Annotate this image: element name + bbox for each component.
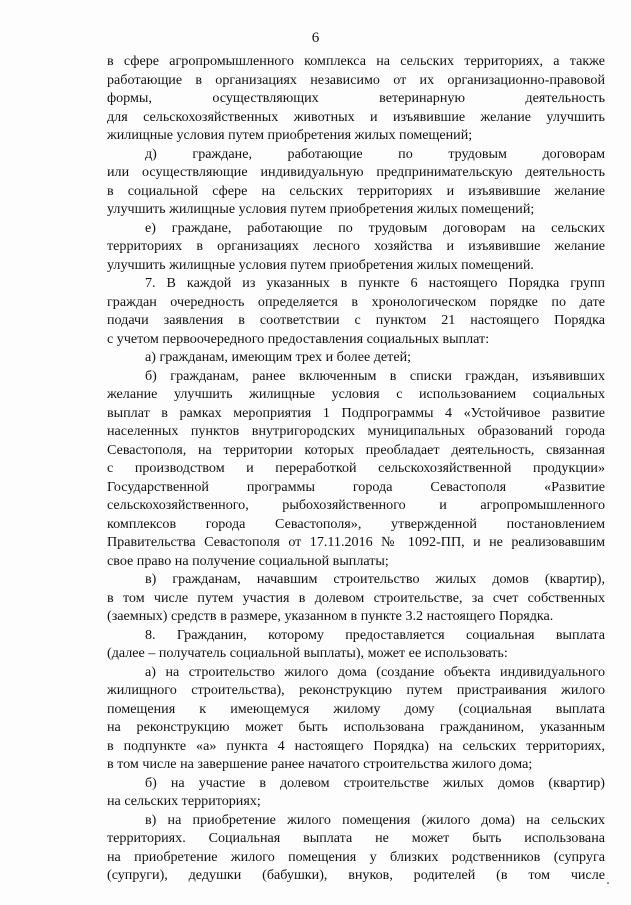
text-line: Государственной программы города Севастополя «Развитие (107, 478, 605, 495)
text-line: а) на строительство жилого дома (создание объекта индивидуального (145, 663, 605, 680)
text-line: на сельских территориях; (107, 793, 261, 809)
text-line: территориях в организациях лесного хозяйства и изъявившие желание (107, 238, 605, 254)
text-line: (далее – получатель социальной выплаты), может ее использовать: (107, 645, 508, 661)
text-line: или осуществляющие индивидуальную предпринимательскую деятельность (107, 164, 605, 180)
text-line: Правительства Севастополя от 17.11.2016 № 1092-ПП, и не реализовавшим (107, 534, 605, 550)
text-line: 7. В каждой из указанных в пункте 6 настоящего Порядка групп (145, 275, 605, 291)
text-line: б) гражданам, ранее включенным в списки граждан, изъявивших (145, 367, 605, 384)
text-line: жилищные условия путем приобретения жилых помещений; (107, 127, 473, 143)
text-line: в социальной сфере на сельских территориях и изъявившие желание (107, 182, 605, 199)
text-line: сельскохозяйственного, рыбохозяйственного и агропромышленного (107, 497, 605, 513)
text-line: территориях. Социальная выплата не может быть использована (107, 830, 605, 846)
text-line: б) на участие в долевом строительстве жилых домов (квартир) (145, 774, 605, 791)
text-line: формы, осуществляющих ветеринарную деятельность (107, 90, 605, 106)
text-line: на приобретение жилого помещения у близких родственников (супруга (107, 848, 605, 865)
text-line: улучшить жилищные условия путем приобретения жилых помещений; (107, 201, 535, 217)
text-line: д) граждане, работающие по трудовым договорам (145, 145, 605, 162)
scan-speck (607, 882, 609, 884)
text-line: а) гражданам, имеющим трех и более детей; (145, 349, 412, 365)
text-line: помещения к имеющемуся жилому дому (социальная выплата (107, 700, 605, 717)
text-line: в том числе путем участия в долевом строительстве, за счет собственных (107, 589, 605, 606)
text-line: на реконструкцию может быть использована гражданином, указанным (107, 719, 605, 735)
text-line: выплат в рамках мероприятия 1 Подпрограммы 4 «Устойчивое развитие (107, 404, 605, 421)
text-line: с учетом первоочередного предоставления социальных выплат: (107, 330, 490, 347)
text-line: улучшить жилищные условия путем приобретения жилых помещений. (107, 256, 534, 273)
text-line: для сельскохозяйственных животных и изъявившие желание улучшить (107, 108, 605, 125)
text-line: граждан очередность определяется в хронологическом порядке по дате (107, 293, 605, 310)
text-line: 8. Гражданин, которому предоставляется социальная выплата (145, 626, 605, 643)
text-line: в) на приобретение жилого помещения (жилого дома) на сельских (145, 811, 605, 828)
text-line: в том числе на завершение ранее начатого строительства жилого дома; (107, 756, 533, 772)
text-line: Севастополя, на территории которых преобладает деятельность, связанная (107, 441, 605, 458)
text-line: желание улучшить жилищные условия с использованием социальных (107, 386, 605, 402)
text-line: е) граждане, работающие по трудовым договорам на сельских (145, 219, 605, 236)
text-line: жилищного строительства), реконструкцию путем пристраивания жилого (107, 682, 605, 698)
text-line: работающие в организациях независимо от их организационно-правовой (107, 71, 605, 88)
text-line: в) гражданам, начавшим строительство жилых домов (квартир), (145, 571, 605, 587)
text-line: (супруги), дедушки (бабушки), внуков, родителей (в том числе (107, 867, 605, 883)
text-line: подачи заявления в соответствии с пунктом 21 настоящего Порядка (107, 312, 605, 328)
body-text (107, 52, 605, 885)
text-line: в сфере агропромышленного комплекса на сельских территориях, а также (107, 53, 605, 69)
text-line: комплексов города Севастополя», утвержденной постановлением (107, 515, 605, 532)
text-line: свое право на получение социальной выплаты; (107, 552, 389, 569)
text-line: населенных пунктов внутригородских муниципальных образований города (107, 423, 605, 439)
text-line: с производством и переработкой сельскохозяйственной продукции» (107, 460, 605, 476)
text-line: в подпункте «а» пункта 4 настоящего Порядка) на сельских территориях, (107, 737, 605, 754)
page-number: 6 (311, 30, 320, 46)
text-line: (заемных) средств в размере, указанном в пункте 3.2 настоящего Порядка. (107, 608, 554, 624)
